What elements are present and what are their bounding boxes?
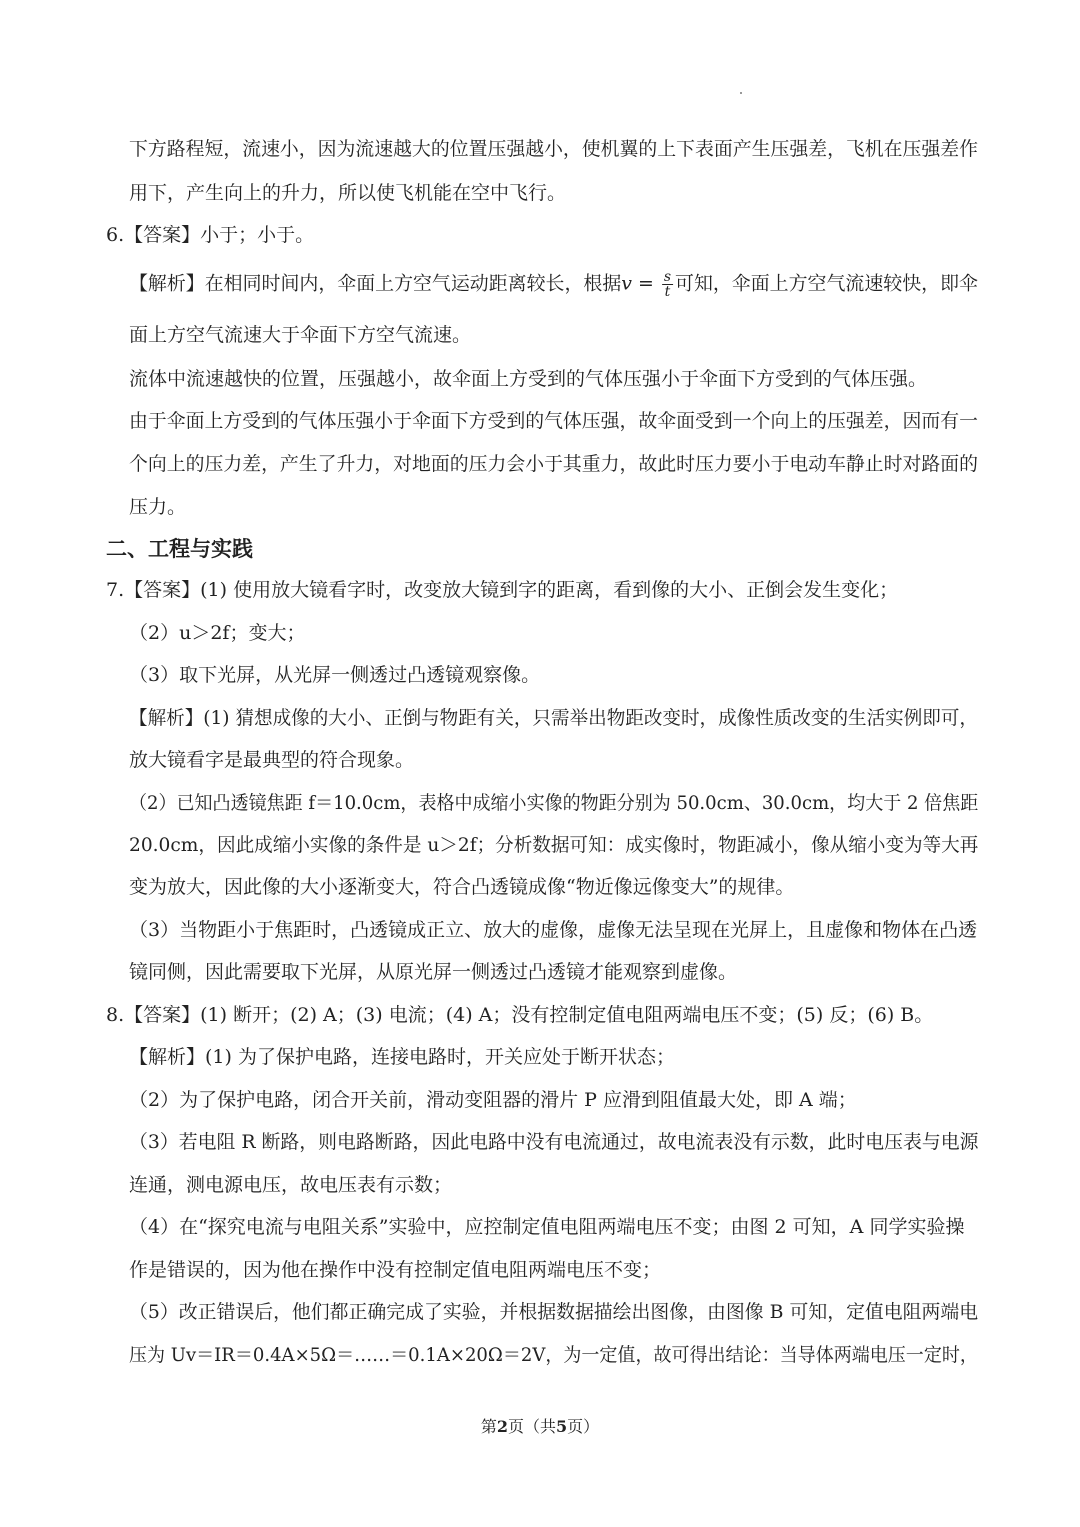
text-line: （5）改正错误后，他们都正确完成了实验，并根据数据描绘出图像，由图像 B 可知，定值电阻两端电 (129, 1301, 979, 1323)
formula-var: v (621, 272, 632, 295)
text-line: 连通，测电源电压，故电压表有示数； (129, 1174, 453, 1196)
answer-8: 8.【答案】(1) 断开；(2) A；(3) 电流；(4) A；没有控制定值电阻两端电压不变；(5) 反；(6) B。 (106, 1004, 934, 1026)
formula-after: 可知，伞面上方空气流速较快，即伞 (675, 272, 978, 295)
text-line: 镜同侧，因此需要取下光屏，从原光屏一侧透过凸透镜才能观察到虚像。 (129, 961, 738, 983)
text-line: 压为 Uv＝IR＝0.4A×5Ω＝……＝0.1A×20Ω＝2V，为一定值，故可得出结论：当导体两端电压一定时， (129, 1344, 978, 1366)
text-line: 变为放大，因此像的大小逐渐变大，符合凸透镜成像“物近像远像变大”的规律。 (129, 876, 795, 898)
page-footer (0, 1414, 1080, 1437)
footer-suffix: 页） (567, 1417, 600, 1436)
answer-6: 6.【答案】小于；小于。 (106, 224, 315, 246)
text-line: 流体中流速越快的位置，压强越小，故伞面上方受到的气体压强小于伞面下方受到的气体压强。 (129, 368, 928, 390)
text-line: （3）取下光屏，从光屏一侧透过凸透镜观察像。 (129, 664, 541, 686)
text-line: 20.0cm，因此成缩小实像的条件是 u＞2f；分析数据可知：成实像时，物距减小，像从缩小变为等大再 (129, 834, 979, 856)
footer-middle: 页（共 (507, 1417, 556, 1436)
formula-before: 【解析】在相同时间内，伞面上方空气运动距离较长，根据 (129, 272, 622, 295)
text-line: （2）已知凸透镜焦距 f＝10.0cm，表格中成缩小实像的物距分别为 50.0cm、30.0cm，均大于 2 倍焦距 (129, 792, 979, 814)
fraction-numerator: s (663, 269, 672, 285)
answer-7: 7.【答案】(1) 使用放大镜看字时，改变放大镜到字的距离，看到像的大小、正倒会发生变化； (106, 579, 899, 601)
text-line: （4）在“探究电流与电阻关系”实验中，应控制定值电阻两端电压不变；由图 2 可知，A 同学实验操 (129, 1216, 965, 1238)
fraction-denominator: t (664, 284, 671, 300)
fraction (662, 270, 673, 299)
footer-page-number: 2 (496, 1417, 508, 1436)
text-line: 压力。 (129, 496, 187, 518)
footer-page-total: 5 (556, 1417, 568, 1436)
scan-speck (740, 92, 742, 94)
text-line: 用下，产生向上的升力，所以使飞机能在空中飞行。 (129, 182, 567, 204)
text-line: （3）若电阻 R 断路，则电路断路，因此电路中没有电流通过，故电流表没有示数，此时电压表与电源 (129, 1131, 979, 1153)
text-line: 个向上的压力差，产生了升力，对地面的压力会小于其重力，故此时压力要小于电动车静止时对路面的 (129, 453, 979, 475)
text-line: （2）u＞2f；变大； (129, 622, 306, 644)
footer-prefix: 第 (480, 1417, 497, 1436)
text-line: 由于伞面上方受到的气体压强小于伞面下方受到的气体压强，故伞面受到一个向上的压强差，因而有一 (129, 410, 979, 432)
text-line: 作是错误的，因为他在操作中没有控制定值电阻两端电压不变； (129, 1259, 662, 1281)
text-line: （3）当物距小于焦距时，凸透镜成正立、放大的虚像，虚像无法呈现在光屏上，且虚像和物体在凸透 (129, 919, 978, 941)
formula-eq: = (631, 272, 660, 295)
text-line: 【解析】(1) 猜想成像的大小、正倒与物距有关，只需举出物距改变时，成像性质改变的生活实例即可， (129, 707, 978, 729)
text-line: （2）为了保护电路，闭合开关前，滑动变阻器的滑片 P 应滑到阻值最大处，即 A 端； (129, 1089, 857, 1111)
formula-line (129, 270, 978, 299)
section-heading: 二、工程与实践 (106, 537, 253, 561)
text-line: 下方路程短，流速小，因为流速越大的位置压强越小，使机翼的上下表面产生压强差，飞机在压强差作 (129, 138, 979, 160)
text-line: 【解析】(1) 为了保护电路，连接电路时，开关应处于断开状态； (129, 1046, 675, 1068)
text-line: 放大镜看字是最典型的符合现象。 (129, 749, 415, 771)
text-line: 面上方空气流速大于伞面下方空气流速。 (129, 324, 472, 346)
